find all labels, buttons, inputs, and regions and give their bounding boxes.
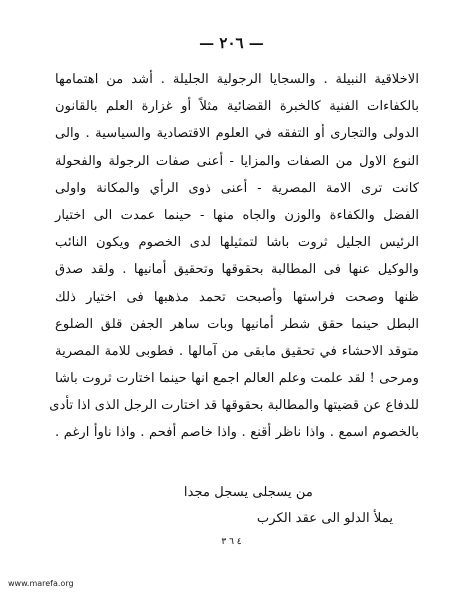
text-line-8: والوكيل عنها فى المطالبة بحقوقها وتحقيق أمانيها . ولقد صدق [55, 262, 419, 278]
text-line-5: كانت ترى الامة المصرية - أعنى ذوى الرأي والمكانة واولى [55, 180, 419, 196]
body-text [49, 66, 419, 447]
text-line-12: ومرحى ! لقد علمت وعلم العالم اجمع انها حينما اختارت ثروت باشا [55, 371, 419, 387]
text-line-10: البطل حينما حقق شطر أمانيها وبات ساهر الجفن قلق الضلوع [55, 316, 419, 332]
text-line-3: الدولى والتجارى أو التفقه في العلوم الاقتصادية والسياسية . والى [55, 126, 419, 142]
text-line-6: الفضل والكفاءة والوزن والجاه منها - حينما عمدت الى اختيار [55, 207, 419, 223]
page-number: — ٢٠٦ — [199, 34, 264, 52]
text-line-7: الرئيس الجليل ثروت باشا لتمثيلها لدى الخصوم ويكون النائب [55, 235, 419, 251]
text-line-2: بالكفاءات الفنية كالخبرة القضائية مثلاً أو غزارة العلم بالقانون [55, 99, 419, 115]
text-line-11: متوقد الاحشاء في تحقيق مابقى من آمالها . فطوبى للامة المصرية [55, 343, 419, 359]
page-mark: ٤ ٦ ٣ [221, 537, 242, 547]
text-line-13: للدفاع عن قضيتها والمطالبة بحقوقها قد اختارت الرجل الذى اذا تأدى [49, 398, 419, 414]
verse-line-2: يملأ الدلو الى عقد الكرب [256, 511, 393, 526]
text-line-4: النوع الاول من الصفات والمزايا - أعنى صفات الرجولة والفحولة [55, 153, 419, 169]
text-line-1: الاخلاقية النبيلة . والسجايا الرجولية الجليلة . أشد من اهتمامها [55, 72, 419, 87]
verse-line-1: من يسجلى يسجل مجدا [183, 485, 313, 500]
watermark-link[interactable]: www.marefa.org [8, 579, 74, 588]
text-line-14: بالخصوم اسمع . واذا ناظر أقنع . واذا خاصم أفحم . واذا ناوأ ارغم . [55, 425, 419, 441]
text-line-9: ظنها وصحت فراستها وأصبحت تحمد مذهبها فى اختيار ذلك [55, 289, 419, 305]
